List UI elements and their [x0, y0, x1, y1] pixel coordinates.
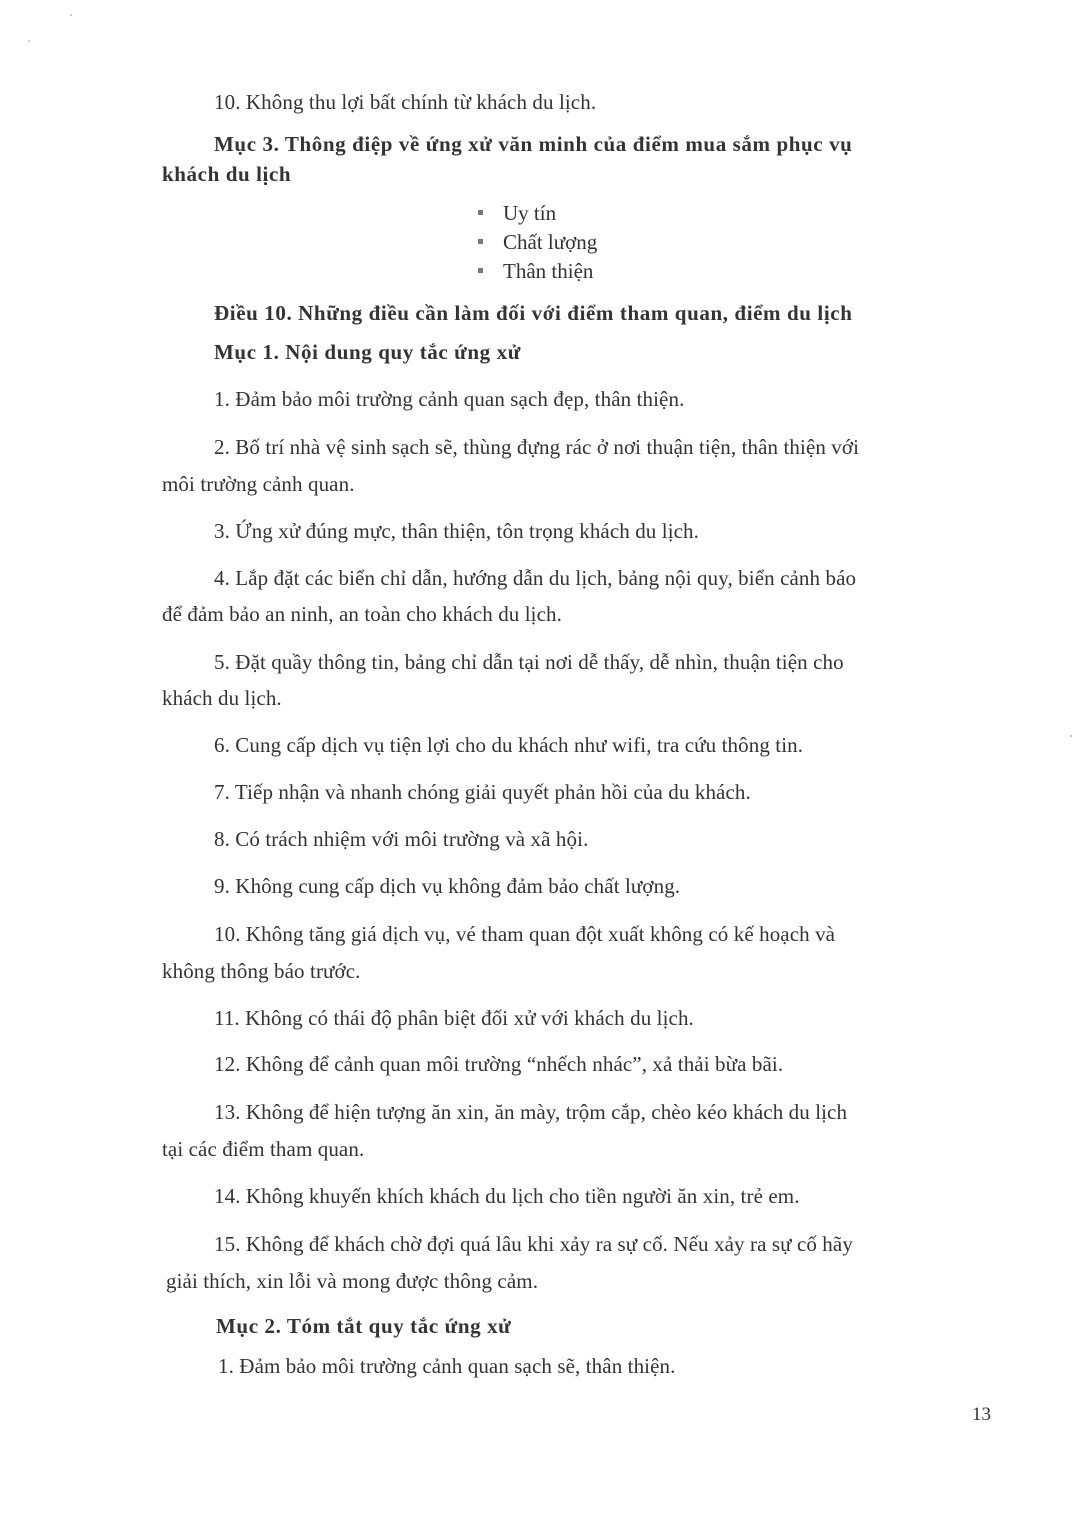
section2-heading: Mục 2. Tóm tắt quy tắc ứng xử	[216, 1314, 512, 1338]
rule-item-line: 13. Không để hiện tượng ăn xin, ăn mày, trộm cắp, chèo kéo khách du lịch	[214, 1100, 848, 1124]
scan-speck	[28, 40, 30, 42]
rule-item-line: 9. Không cung cấp dịch vụ không đảm bảo chất lượng.	[214, 874, 681, 898]
message-text: Uy tín	[503, 201, 557, 225]
message-item	[478, 257, 593, 285]
rule-item-line: 5. Đặt quầy thông tin, bảng chỉ dẫn tại nơi dễ thấy, dễ nhìn, thuận tiện cho	[214, 650, 844, 674]
scan-speck	[1070, 735, 1072, 737]
rule-item-continuation: tại các điểm tham quan.	[162, 1137, 365, 1161]
rule-item-line: 15. Không để khách chờ đợi quá lâu khi xảy ra sự cố. Nếu xảy ra sự cố hãy	[214, 1232, 853, 1256]
rule-item-line: 3. Ứng xử đúng mực, thân thiện, tôn trọng khách du lịch.	[214, 519, 700, 543]
rule-item-line: 7. Tiếp nhận và nhanh chóng giải quyết phản hồi của du khách.	[214, 780, 751, 804]
rule-item-continuation: không thông báo trước.	[162, 959, 361, 983]
rule-item-line: 8. Có trách nhiệm với môi trường và xã hội.	[214, 827, 589, 851]
message-text: Chất lượng	[503, 230, 598, 254]
rule-item-continuation: môi trường cảnh quan.	[162, 472, 355, 496]
message-item	[478, 199, 556, 227]
rule-item-line: 10. Không tăng giá dịch vụ, vé tham quan đột xuất không có kế hoạch và	[214, 922, 836, 946]
rule-item-line: 14. Không khuyến khích khách du lịch cho tiền người ăn xin, trẻ em.	[214, 1184, 800, 1208]
message-text: Thân thiện	[503, 259, 594, 283]
rule-item-line: 12. Không để cảnh quan môi trường “nhếch nhác”, xả thải bừa bãi.	[214, 1052, 784, 1076]
section3-heading-line1: Mục 3. Thông điệp về ứng xử văn minh của điểm mua sắm phục vụ	[214, 132, 853, 156]
rule-item-line: 1. Đảm bảo môi trường cảnh quan sạch đẹp, thân thiện.	[214, 387, 685, 411]
rule-item-line: 2. Bố trí nhà vệ sinh sạch sẽ, thùng đựng rác ở nơi thuận tiện, thân thiện với	[214, 435, 860, 459]
rule-item-line: 4. Lắp đặt các biển chỉ dẫn, hướng dẫn du lịch, bảng nội quy, biển cảnh báo	[214, 566, 857, 590]
bullet-icon	[478, 268, 483, 273]
rule-item-line: 11. Không có thái độ phân biệt đối xử với khách du lịch.	[214, 1006, 694, 1030]
summary-item: 1. Đảm bảo môi trường cảnh quan sạch sẽ, thân thiện.	[218, 1354, 676, 1378]
scan-speck	[70, 14, 72, 16]
intro-item: 10. Không thu lợi bất chính từ khách du lịch.	[214, 90, 597, 114]
message-item	[478, 228, 597, 256]
section1-heading: Mục 1. Nội dung quy tắc ứng xử	[214, 340, 521, 364]
bullet-icon	[478, 210, 483, 215]
page-number: 13	[972, 1404, 991, 1425]
rule-item-continuation: khách du lịch.	[162, 686, 282, 710]
section3-heading-line2: khách du lịch	[162, 162, 292, 186]
rule-item-line: 6. Cung cấp dịch vụ tiện lợi cho du khách như wifi, tra cứu thông tin.	[214, 733, 804, 757]
article-heading: Điều 10. Những điều cần làm đối với điểm tham quan, điểm du lịch	[214, 301, 853, 325]
rule-item-continuation: để đảm bảo an ninh, an toàn cho khách du lịch.	[162, 602, 562, 626]
rule-item-continuation: giải thích, xin lỗi và mong được thông cảm.	[166, 1269, 539, 1293]
bullet-icon	[478, 239, 483, 244]
